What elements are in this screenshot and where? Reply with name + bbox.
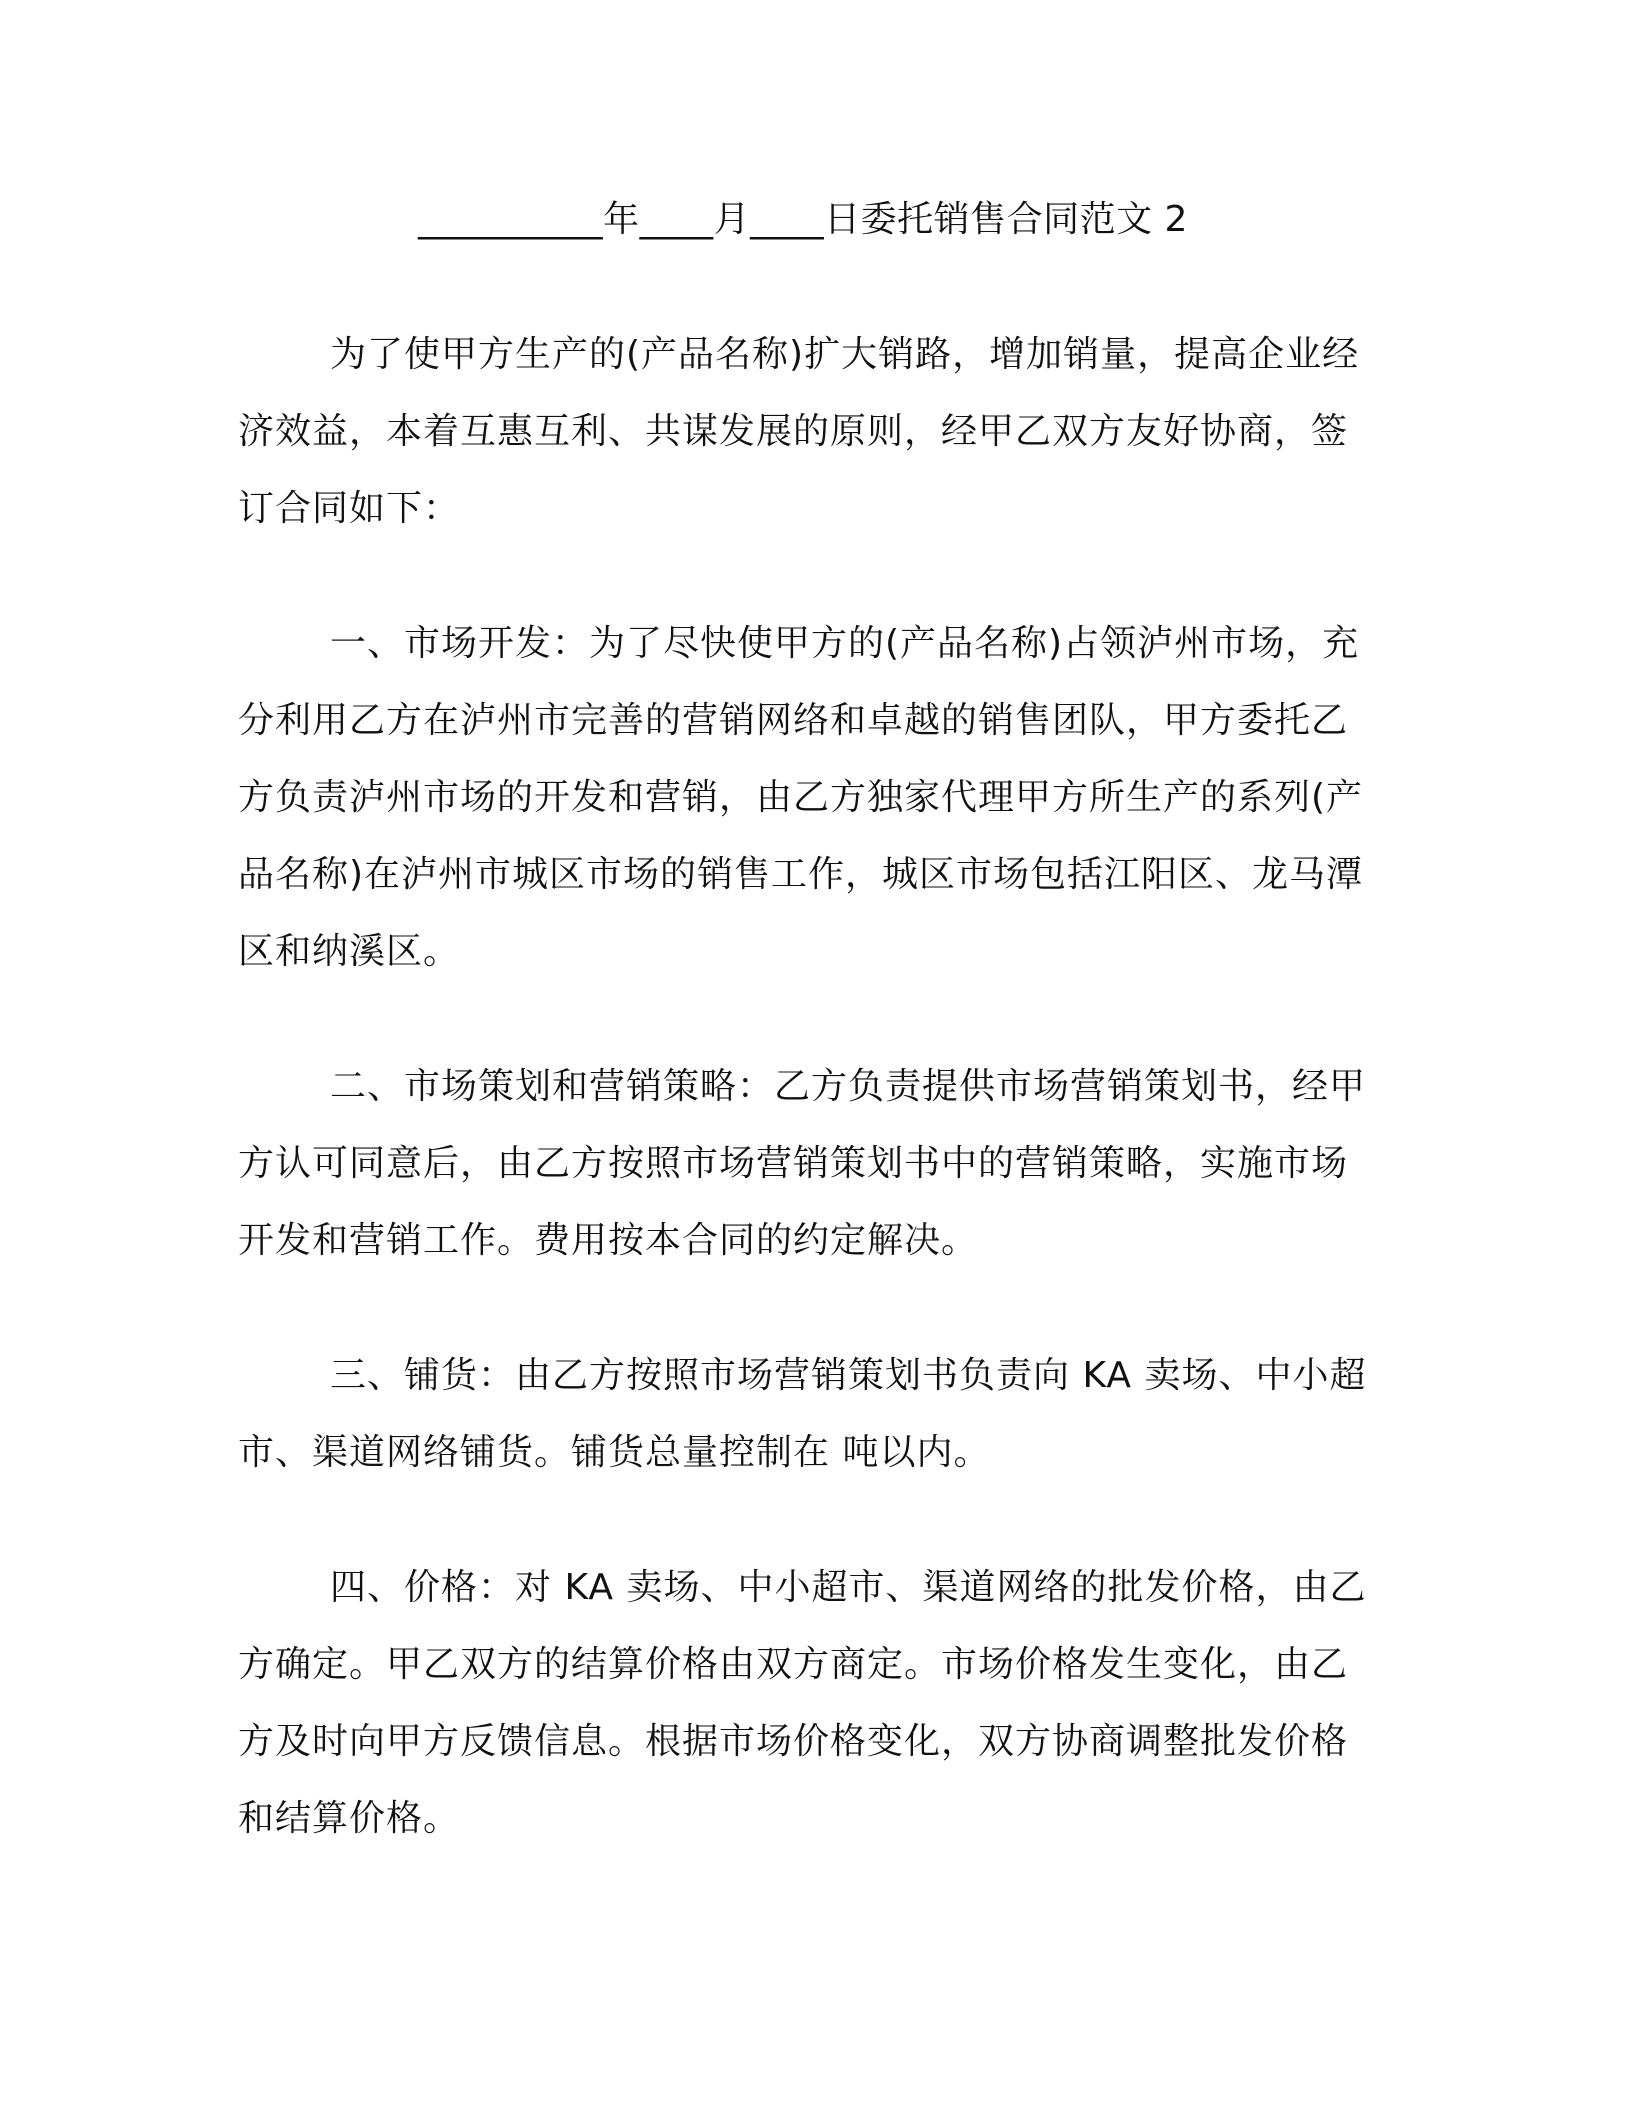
document-title: __________年____月____日委托销售合同范文 2 (418, 199, 1188, 240)
paragraph-distribution: 三、铺货：由乙方按照市场营销策划书负责向 KA 卖场、中小超市、渠道网络铺货。铺货总量控制在 吨以内。 (238, 1355, 1367, 1473)
paragraph-pricing: 四、价格：对 KA 卖场、中小超市、渠道网络的批发价格，由乙方确定。甲乙双方的结算价格由双方商定。市场价格发生变化，由乙方及时向甲方反馈信息。根据市场价格变化，双方协商调整批发价格和结算价格。 (238, 1567, 1367, 1839)
paragraph-market-development: 一、市场开发：为了尽快使甲方的(产品名称)占领泸州市场，充分利用乙方在泸州市完善的营销网络和卓越的销售团队，甲方委托乙方负责泸州市场的开发和营销，由乙方独家代理甲方所生产的系列(产品名称)在泸州市城区市场的销售工作，城区市场包括江阳区、龙马潭区和纳溪区。 (238, 623, 1364, 972)
paragraph-marketing-strategy: 二、市场策划和营销策略：乙方负责提供市场营销策划书，经甲方认可同意后，由乙方按照市场营销策划书中的营销策略，实施市场开发和营销工作。费用按本合同的约定解决。 (238, 1066, 1367, 1261)
document-body (238, 182, 1368, 1915)
paragraph-intro: 为了使甲方生产的(产品名称)扩大销路，增加销量，提高企业经济效益，本着互惠互利、共谋发展的原则，经甲乙双方友好协商，签订合同如下： (238, 334, 1360, 529)
